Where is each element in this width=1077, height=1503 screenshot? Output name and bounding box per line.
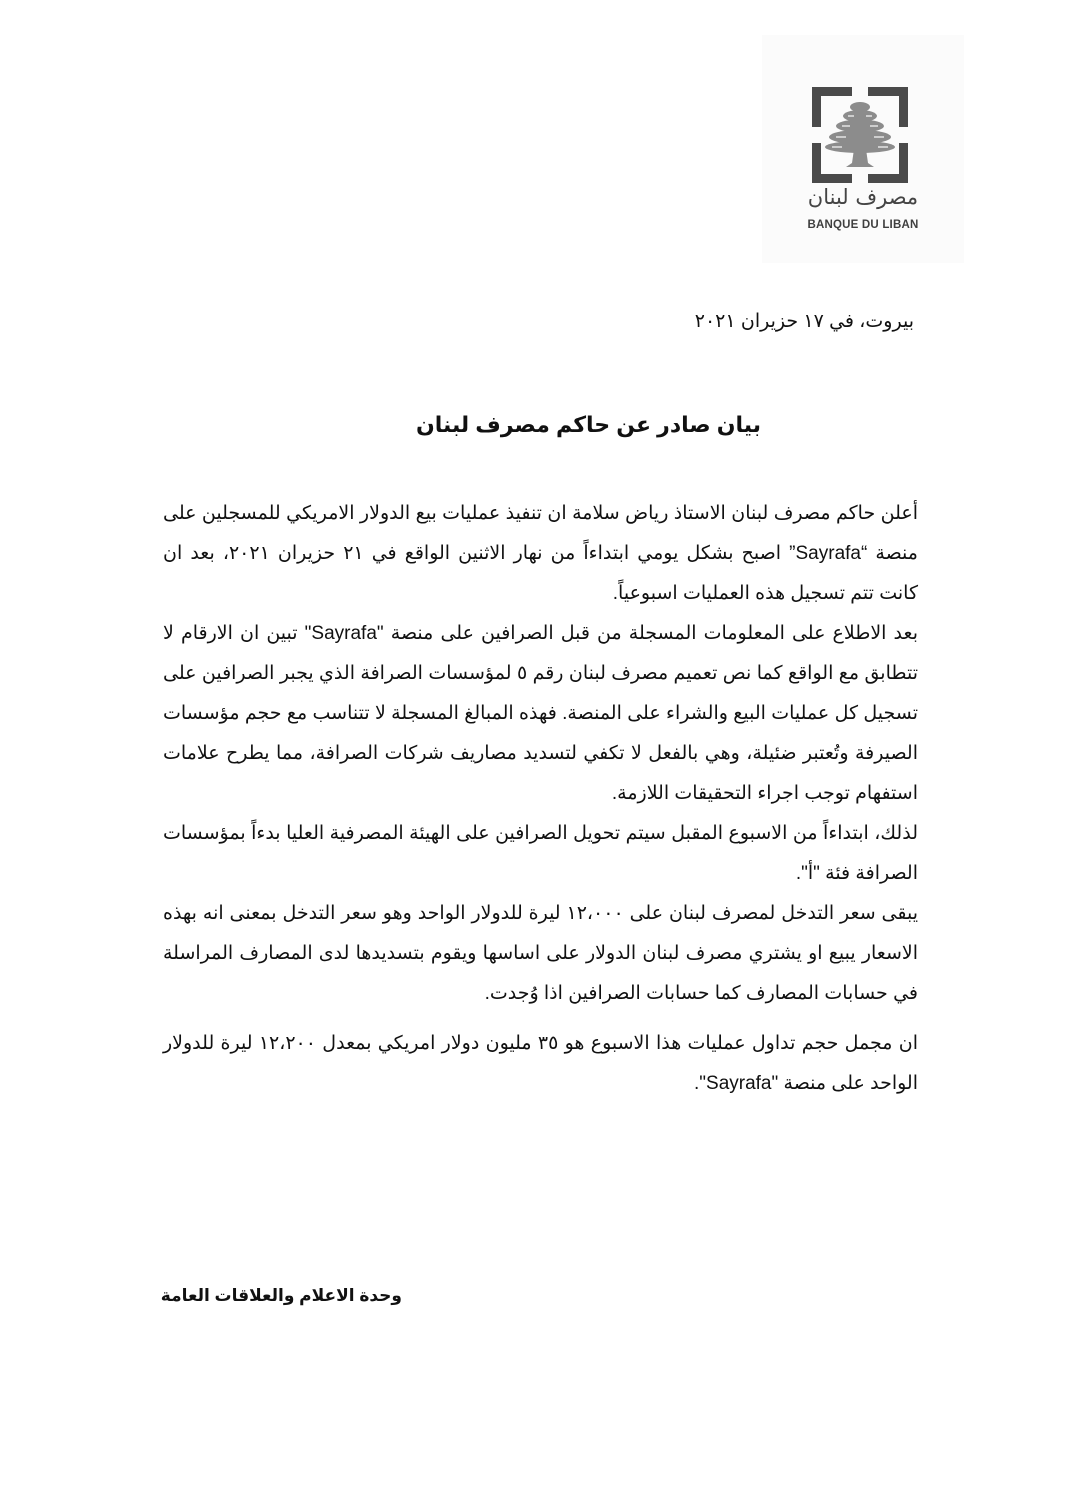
statement-body: [163, 494, 918, 1104]
paragraph-2: بعد الاطلاع على المعلومات المسجلة من قبل الصرافين على منصة "Sayrafa" تبين ان الارقام لا تتطابق مع الواقع كما نص تعميم مصرف لبنان رقم ٥ لمؤسسات الصرافة الذي يجبر الصرافين على تسجيل كل عمليات البيع والشراء على المنصة. فهذه المبالغ المسجلة لا تتناسب مع حجم مؤسسات الصيرفة وتُعتبر ضئيلة، وهي بالفعل لا تكفي لتسديد مصاريف شركات الصرافة، مما يطرح علامات استفهام توجب اجراء التحقيقات اللازمة.: [163, 623, 918, 804]
date-line: بيروت، في ١٧ حزيران ٢٠٢١: [694, 311, 914, 332]
logo-english-name: BANQUE DU LIBAN: [807, 219, 919, 231]
paragraph-5: ان مجمل حجم تداول عمليات هذا الاسبوع هو ٣٥ مليون دولار امريكي بمعدل ١٢،٢٠٠ ليرة للدولار الواحد على منصة "Sayrafa".: [163, 1033, 918, 1094]
paragraph-4: يبقى سعر التدخل لمصرف لبنان على ١٢،٠٠٠ ليرة للدولار الواحد وهو سعر التدخل بمعنى انه بهذه الاسعار يبيع او يشتري مصرف لبنان الدولار على اساسها ويقوم بتسديدها لدى المصارف المراسلة في حسابات المصارف كما حسابات الصرافين اذا وُجدت.: [163, 903, 918, 1004]
paragraph-1: أعلن حاكم مصرف لبنان الاستاذ رياض سلامة ان تنفيذ عمليات بيع الدولار الامريكي للمسجلين على منصة “Sayrafa” اصبح بشكل يومي ابتداءاً من نهار الاثنين الواقع في ٢١ حزيران ٢٠٢١، بعد ان كانت تتم تسجيل هذه العمليات اسبوعياً.: [163, 503, 918, 604]
statement-title: [0, 412, 1077, 438]
statement-title-text: بيان صادر عن حاكم مصرف لبنان: [415, 412, 762, 437]
signature-unit: وحدة الاعلام والعلاقات العامة: [160, 1286, 402, 1305]
banque-du-liban-logo: [762, 35, 964, 263]
logo-arabic-name: مصرف لبنان: [807, 185, 919, 209]
paragraph-3: لذلك، ابتداءاً من الاسبوع المقبل سيتم تحويل الصرافين على الهيئة المصرفية العليا بدءاً بمؤسسات الصرافة فئة "أ".: [163, 823, 918, 884]
cedar-tree-icon: [824, 99, 896, 169]
